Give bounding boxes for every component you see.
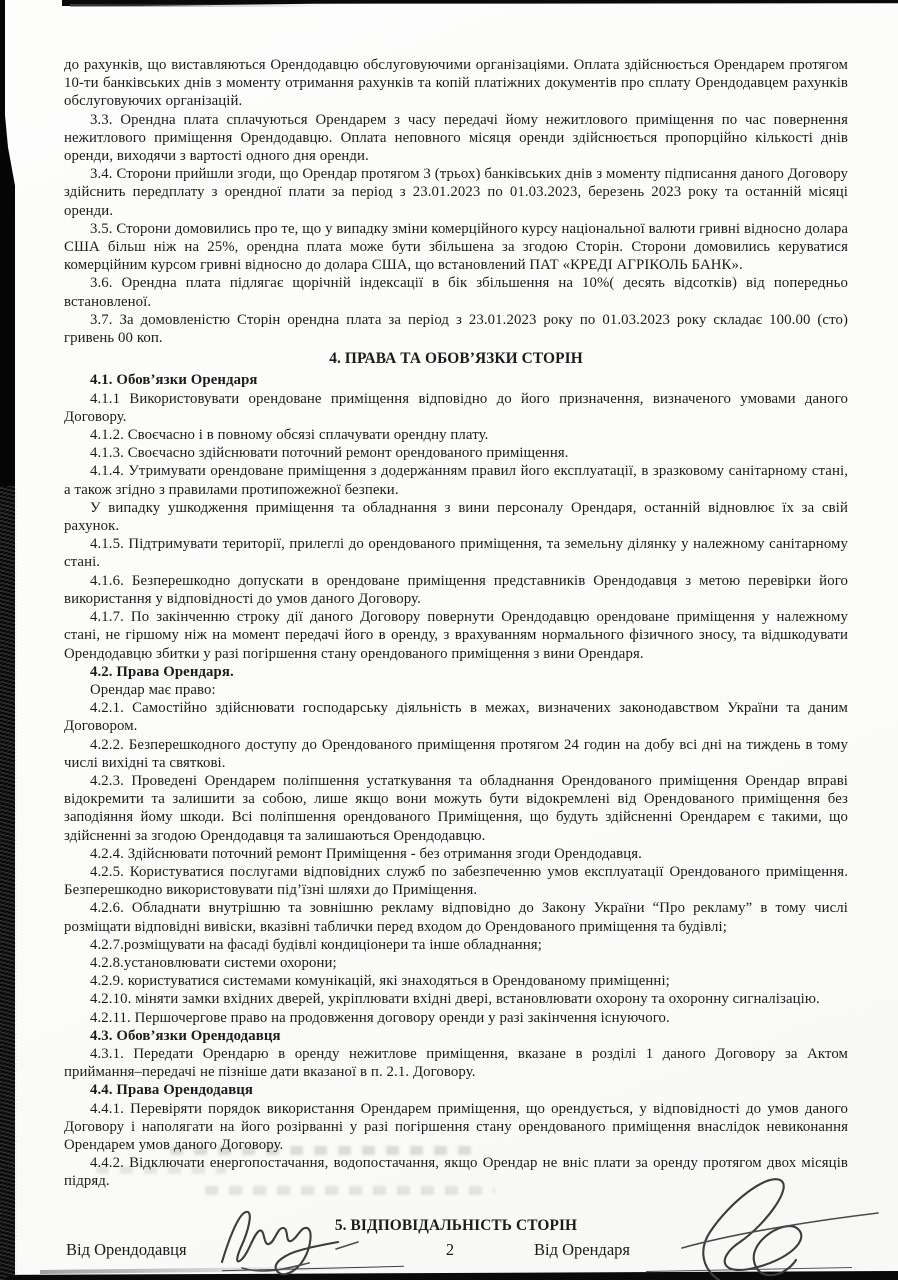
clause-paragraph: до рахунків, що виставляються Орендодавцю обслуговуючими організаціями. Оплата здійснюється Орендарем протягом 10-ти банківських днів з моменту отримання рахунків та копій платіжних документів про сплату Орендодавцем рахунків обслуговуючих організацій. — [64, 57, 848, 110]
clause-paragraph: 4.4.1. Перевіряти порядок використання Орендарем приміщення, що орендується, у відповідності до умов даного Договору і наполягати на його розірванні у разі погіршення стану орендованого приміщення внаслідок невиконання Орендарем умов даного Договору. — [64, 1100, 848, 1153]
clause-paragraph: 4.2.8.установлювати системи охорони; — [90, 954, 337, 971]
clause-paragraph: 4.2.4. Здійснювати поточний ремонт Приміщення - без отримання згоди Орендодавця. — [90, 845, 642, 862]
lessee-signature-icon — [620, 1166, 890, 1280]
clause-paragraph: 4.1.3. Своєчасно здійснювати поточний ремонт орендованого приміщення. — [90, 445, 569, 462]
clause-paragraph: 4.1.2. Своєчасно і в повному обсязі сплачувати орендну плату. — [90, 427, 489, 444]
clause-paragraph: 4.2.2. Безперешкодного доступу до Орендованого приміщення протягом 24 годин на добу всі дні на тиждень в тому числі вихідні та святкові. — [64, 736, 848, 771]
clause-subheading: 4.1. Обов’язки Орендаря — [90, 372, 258, 389]
clause-paragraph: 4.2.11. Першочергове право на продовження договору оренди у разі закінчення існуючого. — [90, 1009, 670, 1026]
scan-edge-left-artifact — [0, 0, 15, 1280]
page-number: 2 — [445, 1240, 455, 1259]
clause-paragraph: 3.6. Орендна плата підлягає щорічній індексації в бік збільшення на 10%( десять відсотків) від попередньо встановленої. — [64, 275, 848, 310]
scan-edge-top-fade-artifact — [70, 4, 330, 7]
clause-paragraph: 4.2.3. Проведені Орендарем поліпшення устаткування та обладнання Орендованого приміщення Орендар вправі відокремити та залишити за собою, лише якщо вони можуть бути відокремлені від Орендованого приміщення без заподіяння йому шкоди. Всі поліпшення орендованого Приміщення, що будуть здійсненні Орендарем є такими, що здійсненні за згодою Орендодавця та залишаються Орендодавцю. — [64, 772, 848, 844]
clause-paragraph: 4.2.6. Обладнати внутрішню та зовнішню рекламу відповідно до Закону України “Про рекламу” в тому числі розміщати відповідні вивіски, вказівні таблички перед входом до Орендованого приміщення та будівлі; — [64, 900, 848, 935]
lessee-signature-label: Від Орендаря — [534, 1240, 630, 1259]
clause-paragraph: 4.1.1 Використовувати орендоване приміщення відповідно до його призначення, визначеного умовами даного Договору. — [64, 390, 848, 425]
lessor-signature-label: Від Орендодавця — [66, 1240, 187, 1259]
clause-paragraph: 3.5. Сторони домовились про те, що у випадку зміни комерційного курсу національної валюти гривні відносно долара США більш ніж на 25%, орендна плата може бути збільшена за згодою Сторін. Сторони домовились керуватися комерційним курсом гривні відносно до долара США, що встановлений ПАТ «КРЕДІ АГРІКОЛЬ БАНК». — [64, 220, 848, 274]
clause-paragraph: 3.7. За домовленістю Сторін орендна плата за період з 23.01.2023 року по 01.03.2023 року складає 100.00 (сто) гривень 00 коп. — [64, 311, 848, 347]
clause-paragraph: 3.4. Сторони прийшли згоди, що Орендар протягом 3 (трьох) банківських днів з моменту підписання даного Договору здійснить передплату з орендної плати за період з 23.01.2023 по 01.03.2023, березень 2023 року та останній місяці оренди. — [64, 166, 848, 219]
clause-paragraph: 4.1.6. Безперешкодно допускати в орендоване приміщення представників Орендодавця з метою перевірки його використання у відповідності до умов даного Договору. — [64, 572, 848, 607]
clause-paragraph: 4.2.1. Самостійно здійснювати господарську діяльність в межах, визначених законодавством України та даним Договором. — [64, 700, 848, 735]
clause-paragraph: 4.1.7. По закінченню строку дії даного Договору повернути Орендодавцю орендоване приміщення у належному стані, не гіршому ніж на момент передачі його в оренду, з врахуванням нормального фізичного зносу, та відшкодувати Орендодавцю збитки у разі погіршення стану орендованого приміщення з вини Орендаря. — [64, 609, 848, 662]
clause-paragraph: Орендар має право: — [90, 681, 216, 698]
clause-paragraph: 4.1.4. Утримувати орендоване приміщення з додержанням правил його експлуатації, в зразковому санітарному стані, а також згідно з правилами протипожежної безпеки. — [64, 463, 848, 498]
clause-paragraph: 4.2.9. користуватися системами комунікацій, які знаходяться в Орендованому приміщенні; — [90, 973, 670, 990]
clause-paragraph: 4.2.10. міняти замки вхідних дверей, укріплювати вхідні двері, встановлювати охорону та охоронну сигналізацію. — [90, 991, 820, 1008]
clause-paragraph: 4.1.5. Підтримувати території, прилеглі до орендованого приміщення, та земельну ділянку у належному санітарному стані. — [64, 536, 848, 571]
page-footer — [64, 1228, 852, 1278]
clause-paragraph: 3.3. Орендна плата сплачуються Орендарем з часу передачі йому нежитлового приміщення по час повернення нежитлового приміщення Орендодавцю. Оплата неповного місяця оренди здійснюється пропорційно кількості днів оренди, виходячи з вартості одного дня оренди. — [64, 111, 848, 165]
document-body — [64, 56, 848, 1235]
clause-paragraph: 4.4.2. Відключати енергопостачання, водопостачання, якщо Орендар не вніс плати за оренду протягом двох місяців підряд. — [64, 1155, 848, 1190]
section-heading: 4. ПРАВА ТА ОБОВ’ЯЗКИ СТОРІН — [329, 350, 583, 368]
clause-paragraph: 4.2.5. Користуватися послугами відповідних служб по забезпеченню умов експлуатації Орендованого приміщення. Безперешкодно використовувати під’їзні шляхи до Приміщення. — [64, 863, 848, 899]
clause-subheading: 4.3. Обов’язки Орендодавця — [90, 1027, 281, 1044]
section-heading: 5. ВІДПОВІДАЛЬНІСТЬ СТОРІН — [334, 1216, 578, 1234]
clause-paragraph: 4.3.1. Передати Орендарю в оренду нежитлове приміщення, вказане в розділі 1 даного Договору за Актом приймання–передачі не пізніше дати вказаної в п. 2.1. Договору. — [64, 1045, 848, 1081]
clause-paragraph: У випадку ушкодження приміщення та обладнання з вини персоналу Орендаря, останній відновлює їх за свій рахунок. — [64, 499, 848, 535]
clause-subheading: 4.4. Права Орендодавця — [90, 1082, 254, 1099]
clause-subheading: 4.2. Права Орендаря. — [90, 663, 234, 680]
lessor-signature-icon — [214, 1202, 424, 1280]
clause-paragraph: 4.2.7.розміщувати на фасаді будівлі кондиціонери та інше обладнання; — [90, 936, 542, 953]
